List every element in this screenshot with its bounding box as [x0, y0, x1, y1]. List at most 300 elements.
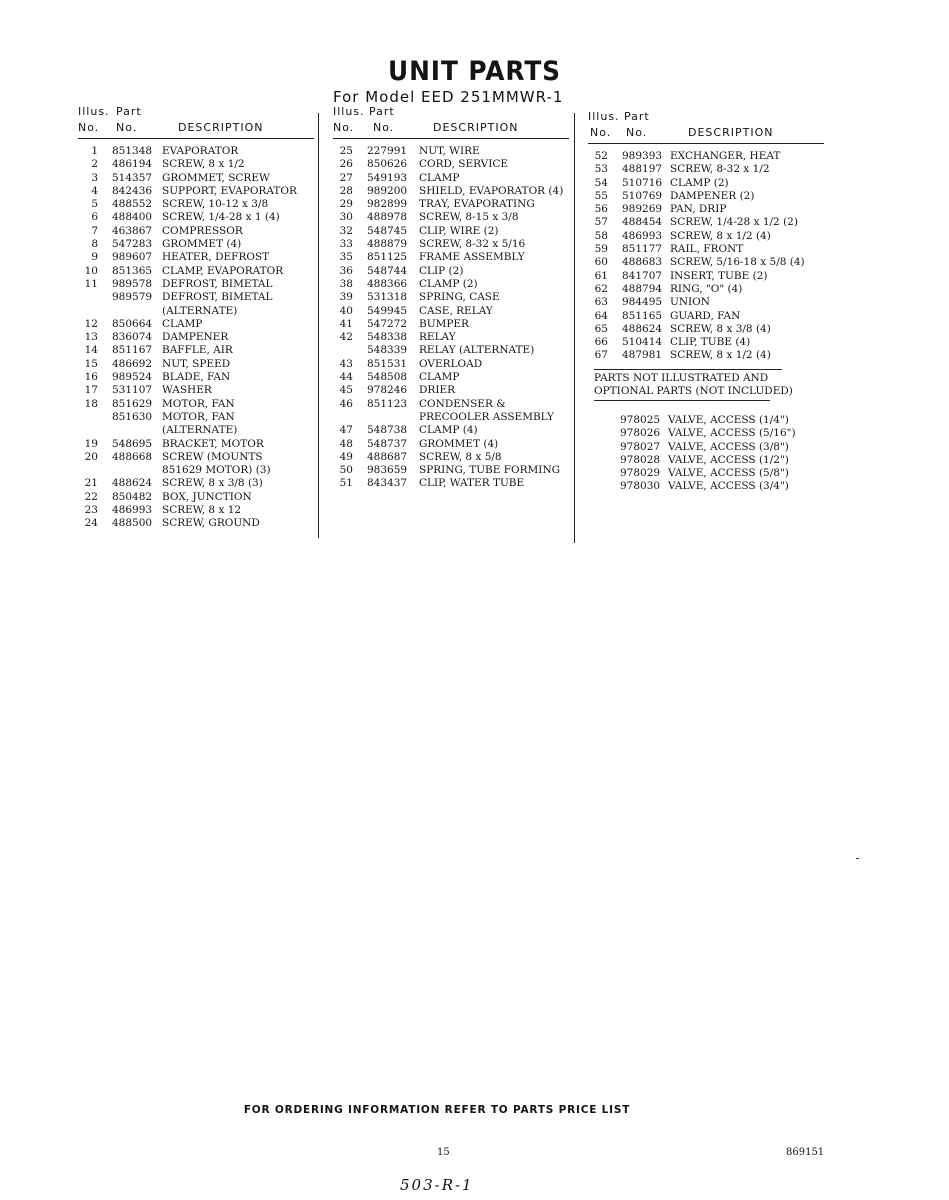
- part-description: SCREW, 10-12 x 3/8: [162, 198, 269, 211]
- table-row: [78, 504, 314, 517]
- list-item: [594, 454, 793, 467]
- table-row: [78, 198, 314, 211]
- part-description: GROMMET (4): [162, 238, 242, 251]
- illus-number: 48: [339, 437, 353, 450]
- illus-number: 35: [339, 251, 353, 264]
- list-item: [594, 441, 793, 454]
- part-description: RING, "O" (4): [670, 282, 743, 295]
- part-number: 548744: [367, 264, 408, 277]
- page-number: 15: [437, 1147, 450, 1158]
- table-row: [333, 225, 569, 238]
- illus-number: 51: [339, 477, 353, 490]
- illus-number: 39: [339, 291, 353, 304]
- illus-number: 25: [339, 145, 353, 157]
- table-row: [78, 225, 314, 238]
- illus-number: 60: [594, 256, 608, 269]
- part-description: CONDENSER &: [419, 397, 506, 410]
- part-description: SCREW, 1/4-28 x 1 (4): [162, 211, 280, 224]
- table-row: [78, 265, 314, 278]
- column-header: [78, 105, 314, 145]
- illus-number: 28: [339, 184, 353, 197]
- part-number: 984495: [622, 296, 663, 309]
- illus-number: 29: [339, 198, 353, 211]
- part-description: GROMMET (4): [419, 437, 499, 450]
- part-description: DAMPENER (2): [670, 189, 755, 202]
- illus-number: 66: [594, 336, 608, 349]
- illus-number: 43: [339, 357, 353, 370]
- illus-number: 22: [84, 490, 98, 503]
- part-description: CLAMP: [419, 171, 460, 184]
- list-item: [594, 467, 793, 480]
- part-number: 548737: [367, 437, 408, 450]
- part-description: TRAY, EVAPORATING: [419, 198, 535, 211]
- part-number: 531318: [367, 291, 408, 304]
- part-number: 850482: [112, 490, 153, 503]
- illus-number: 45: [339, 384, 353, 397]
- header-description: DESCRIPTION: [688, 126, 774, 139]
- table-row: [333, 371, 569, 384]
- illus-number: 32: [339, 224, 353, 237]
- part-number: 851531: [367, 357, 408, 370]
- illus-number: 33: [339, 238, 353, 251]
- table-row: [333, 211, 569, 224]
- table-row: [333, 398, 569, 411]
- part-number: 488197: [622, 163, 663, 176]
- part-description: VALVE, ACCESS (1/4"): [668, 414, 789, 426]
- part-number: 488500: [112, 517, 153, 530]
- table-row: [333, 198, 569, 211]
- table-row: [333, 331, 569, 344]
- part-description: CLAMP: [419, 371, 460, 384]
- part-description: SCREW, 8 x 1/2: [162, 158, 245, 171]
- part-description: BLADE, FAN: [162, 371, 231, 384]
- table-row: [78, 278, 314, 291]
- part-number: 851165: [622, 309, 663, 322]
- table-row: [588, 256, 824, 269]
- table-row: [588, 283, 824, 296]
- part-description: BAFFLE, AIR: [162, 344, 233, 357]
- table-row: [78, 411, 314, 424]
- header-part-no: No.: [373, 121, 395, 134]
- part-number: 486993: [622, 229, 663, 242]
- illus-number: 14: [84, 344, 98, 357]
- illus-number: 21: [84, 477, 98, 490]
- part-number: 488668: [112, 450, 153, 463]
- part-description: SCREW, 8 x 1/2 (4): [670, 349, 771, 362]
- table-row: [588, 310, 824, 323]
- optional-parts-heading-line1: PARTS NOT ILLUSTRATED AND: [594, 372, 769, 384]
- handwritten-note: 503-R-1: [400, 1176, 474, 1194]
- part-number: 843437: [367, 477, 408, 490]
- illus-number: 64: [594, 309, 608, 322]
- illus-number: 38: [339, 277, 353, 290]
- table-row: [333, 172, 569, 185]
- part-number: 548339: [367, 344, 408, 357]
- part-number: 989200: [367, 184, 408, 197]
- illus-number: 61: [594, 269, 608, 282]
- part-number: 488454: [622, 216, 663, 229]
- part-number: 548695: [112, 437, 153, 450]
- illus-number: 3: [91, 171, 98, 184]
- header-part: Part: [369, 105, 395, 118]
- part-number: 510769: [622, 189, 663, 202]
- part-number: 978030: [620, 480, 661, 493]
- table-row: [78, 371, 314, 384]
- part-number: 989524: [112, 371, 153, 384]
- part-number: 531107: [112, 384, 153, 397]
- table-row: [78, 251, 314, 264]
- part-description: BOX, JUNCTION: [162, 490, 252, 503]
- part-description: VALVE, ACCESS (5/8"): [668, 467, 789, 480]
- illus-number: 50: [339, 464, 353, 477]
- part-description: OVERLOAD: [419, 357, 483, 370]
- part-description: CLAMP (4): [419, 424, 478, 437]
- scan-speck: [856, 858, 859, 859]
- part-description: NUT, SPEED: [162, 357, 231, 370]
- part-description: SCREW (MOUNTS: [162, 450, 263, 463]
- illus-number: 9: [91, 251, 98, 264]
- table-row: [78, 398, 314, 411]
- part-description: RAIL, FRONT: [670, 243, 744, 256]
- part-number: 486993: [112, 504, 153, 517]
- part-number: 851365: [112, 264, 153, 277]
- illus-number: 16: [84, 371, 98, 384]
- notes-rule-bottom: [594, 400, 770, 401]
- table-row: [78, 477, 314, 490]
- parts-column-2: [333, 105, 569, 491]
- part-description: DAMPENER: [162, 331, 229, 344]
- part-description: VALVE, ACCESS (5/16"): [668, 427, 796, 440]
- part-number: 842436: [112, 184, 153, 197]
- table-row: [78, 331, 314, 344]
- part-number: 989578: [112, 277, 153, 290]
- illus-number: 67: [594, 349, 608, 362]
- optional-parts-section: [594, 372, 796, 494]
- table-row: [588, 177, 824, 190]
- part-description: CLIP, WATER TUBE: [419, 477, 525, 490]
- optional-parts-heading-line2: OPTIONAL PARTS (NOT INCLUDED): [594, 385, 793, 397]
- table-row: [78, 438, 314, 451]
- document-number: 869151: [786, 1147, 825, 1158]
- header-illus-no: No.: [333, 121, 355, 134]
- illus-number: 58: [594, 229, 608, 242]
- table-row: [588, 150, 824, 163]
- illus-number: 57: [594, 216, 608, 229]
- part-number: 488552: [112, 198, 153, 211]
- illus-number: 65: [594, 322, 608, 335]
- table-row: [333, 278, 569, 291]
- part-description: SCREW, 8-32 x 5/16: [419, 238, 526, 251]
- parts-column-1: [78, 105, 314, 531]
- table-row: [333, 238, 569, 251]
- table-row: [78, 238, 314, 251]
- table-row: [333, 145, 569, 158]
- part-description: SCREW, GROUND: [162, 517, 260, 530]
- part-number: 851177: [622, 243, 663, 256]
- part-number: 982899: [367, 198, 408, 211]
- illus-number: 7: [91, 224, 98, 237]
- header-rule: [78, 138, 314, 139]
- part-number: 488366: [367, 277, 408, 290]
- table-row: [78, 344, 314, 357]
- part-description: DEFROST, BIMETAL: [162, 291, 273, 304]
- part-description: RELAY: [419, 331, 456, 344]
- part-description: NUT, WIRE: [419, 145, 480, 157]
- table-row: [78, 158, 314, 171]
- part-description: BUMPER: [419, 317, 469, 330]
- parts-table-2: [333, 145, 569, 491]
- illus-number: 54: [594, 176, 608, 189]
- illus-number: 24: [84, 517, 98, 530]
- part-number: 488683: [622, 256, 663, 269]
- part-description: GUARD, FAN: [670, 309, 741, 322]
- part-number: 548738: [367, 424, 408, 437]
- part-number: 978025: [620, 414, 661, 426]
- list-item: [594, 480, 793, 493]
- ordering-note: FOR ORDERING INFORMATION REFER TO PARTS PRICE LIST: [243, 1104, 631, 1116]
- table-row: [78, 172, 314, 185]
- table-row: [588, 336, 824, 349]
- part-description: VALVE, ACCESS (3/8"): [668, 440, 789, 453]
- part-number: 463867: [112, 224, 153, 237]
- column-header: [333, 105, 569, 145]
- table-row: [588, 270, 824, 283]
- part-number: 851348: [112, 145, 153, 157]
- part-number: 851125: [367, 251, 408, 264]
- illus-number: 30: [339, 211, 353, 224]
- part-number: 989607: [112, 251, 153, 264]
- table-row: [333, 265, 569, 278]
- illus-number: 63: [594, 296, 608, 309]
- part-description: COMPRESSOR: [162, 224, 243, 237]
- illus-number: 19: [84, 437, 98, 450]
- table-row: [333, 344, 569, 357]
- table-row: [333, 464, 569, 477]
- part-number: 978026: [620, 427, 661, 440]
- part-number: 989393: [622, 150, 663, 162]
- part-description: MOTOR, FAN: [162, 410, 235, 423]
- illus-number: 11: [84, 277, 98, 290]
- header-rule: [588, 143, 824, 144]
- part-description: (ALTERNATE): [162, 424, 238, 437]
- part-description: SPRING, CASE: [419, 291, 500, 304]
- table-row: [588, 216, 824, 229]
- part-description: CLAMP: [162, 317, 203, 330]
- part-number: 547272: [367, 317, 408, 330]
- part-description: DRIER: [419, 384, 456, 397]
- part-description: VALVE, ACCESS (1/2"): [668, 453, 789, 466]
- illus-number: 40: [339, 304, 353, 317]
- part-description: SCREW, 8 x 5/8: [419, 450, 502, 463]
- part-number: 487981: [622, 349, 663, 362]
- illus-number: 5: [91, 198, 98, 211]
- part-number: 488687: [367, 450, 408, 463]
- illus-number: 13: [84, 331, 98, 344]
- column-divider-1: [318, 113, 319, 538]
- part-number: 548745: [367, 224, 408, 237]
- part-number: 989269: [622, 203, 663, 216]
- table-row: [78, 305, 314, 318]
- part-description: DEFROST, BIMETAL: [162, 277, 273, 290]
- parts-table-1: [78, 145, 314, 531]
- header-part: Part: [116, 105, 142, 118]
- part-description: MOTOR, FAN: [162, 397, 235, 410]
- part-description: UNION: [670, 296, 710, 309]
- part-description: CORD, SERVICE: [419, 158, 509, 171]
- part-description: SCREW, 1/4-28 x 1/2 (2): [670, 216, 798, 229]
- illus-number: 4: [91, 184, 98, 197]
- illus-number: 18: [84, 397, 98, 410]
- part-number: 836074: [112, 331, 153, 344]
- table-row: [78, 291, 314, 304]
- part-description: SCREW, 5/16-18 x 5/8 (4): [670, 256, 805, 269]
- table-row: [333, 318, 569, 331]
- table-row: [78, 145, 314, 158]
- illus-number: 41: [339, 317, 353, 330]
- table-row: [333, 358, 569, 371]
- table-row: [588, 230, 824, 243]
- part-number: 488624: [112, 477, 153, 490]
- header-illus: Illus.: [588, 110, 620, 123]
- illus-number: 17: [84, 384, 98, 397]
- part-description: SUPPORT, EVAPORATOR: [162, 184, 297, 197]
- optional-parts-list: [594, 414, 796, 494]
- table-row: [333, 477, 569, 490]
- table-row: [78, 491, 314, 504]
- part-number: 488794: [622, 282, 663, 295]
- part-number: 548338: [367, 331, 408, 344]
- table-row: [588, 163, 824, 176]
- part-number: 841707: [622, 269, 663, 282]
- table-row: [333, 185, 569, 198]
- part-description: INSERT, TUBE (2): [670, 269, 768, 282]
- part-number: 486194: [112, 158, 153, 171]
- part-number: 227991: [367, 145, 408, 157]
- part-number: 510414: [622, 336, 663, 349]
- part-description: CLAMP (2): [419, 277, 478, 290]
- part-description: WASHER: [162, 384, 212, 397]
- table-row: [588, 296, 824, 309]
- header-illus-no: No.: [590, 126, 612, 139]
- header-rule: [333, 138, 569, 139]
- part-description: SCREW, 8 x 3/8 (3): [162, 477, 263, 490]
- table-row: [78, 451, 314, 464]
- illus-number: 2: [91, 158, 98, 171]
- table-row: [333, 424, 569, 437]
- part-description: SCREW, 8-32 x 1/2: [670, 163, 770, 176]
- parts-table-3: [588, 150, 824, 363]
- table-row: [333, 411, 569, 424]
- part-number: 514357: [112, 171, 153, 184]
- part-description: BRACKET, MOTOR: [162, 437, 264, 450]
- part-description: PAN, DRIP: [670, 203, 727, 216]
- illus-number: 53: [594, 163, 608, 176]
- part-number: 488400: [112, 211, 153, 224]
- model-subtitle: For Model EED 251MMWR-1: [333, 88, 564, 106]
- illus-number: 49: [339, 450, 353, 463]
- illus-number: 62: [594, 282, 608, 295]
- part-number: 851629: [112, 397, 153, 410]
- illus-number: 1: [91, 145, 98, 157]
- part-description: EVAPORATOR: [162, 145, 239, 157]
- table-row: [78, 318, 314, 331]
- illus-number: 15: [84, 357, 98, 370]
- part-description: VALVE, ACCESS (3/4"): [668, 480, 789, 493]
- part-number: 978029: [620, 467, 661, 480]
- header-part: Part: [624, 110, 650, 123]
- illus-number: 56: [594, 203, 608, 216]
- table-row: [588, 323, 824, 336]
- part-description: RELAY (ALTERNATE): [419, 344, 535, 357]
- illus-number: 8: [91, 238, 98, 251]
- illus-number: 20: [84, 450, 98, 463]
- part-description: GROMMET, SCREW: [162, 171, 270, 184]
- table-row: [78, 211, 314, 224]
- illus-number: 27: [339, 171, 353, 184]
- part-number: 850664: [112, 317, 153, 330]
- part-number: 983659: [367, 464, 408, 477]
- table-row: [333, 451, 569, 464]
- header-part-no: No.: [626, 126, 648, 139]
- part-description: 851629 MOTOR) (3): [162, 464, 271, 477]
- part-number: 547283: [112, 238, 153, 251]
- column-header: [588, 110, 824, 150]
- part-description: CLIP, TUBE (4): [670, 336, 751, 349]
- header-description: DESCRIPTION: [433, 121, 519, 134]
- illus-number: 23: [84, 504, 98, 517]
- table-row: [588, 190, 824, 203]
- part-description: SPRING, TUBE FORMING: [419, 464, 561, 477]
- illus-number: 46: [339, 397, 353, 410]
- part-number: 851630: [112, 410, 153, 423]
- part-number: 851167: [112, 344, 153, 357]
- illus-number: 47: [339, 424, 353, 437]
- illus-number: 26: [339, 158, 353, 171]
- part-number: 851123: [367, 397, 408, 410]
- part-description: CLIP, WIRE (2): [419, 224, 499, 237]
- part-number: 488624: [622, 322, 663, 335]
- part-number: 978246: [367, 384, 408, 397]
- illus-number: 6: [91, 211, 98, 224]
- illus-number: 59: [594, 243, 608, 256]
- header-part-no: No.: [116, 121, 138, 134]
- page-title: UNIT PARTS: [388, 56, 561, 87]
- part-number: 850626: [367, 158, 408, 171]
- part-description: SCREW, 8-15 x 3/8: [419, 211, 519, 224]
- table-row: [588, 203, 824, 216]
- part-description: CLAMP (2): [670, 176, 729, 189]
- part-number: 548508: [367, 371, 408, 384]
- table-row: [588, 349, 824, 362]
- illus-number: 10: [84, 264, 98, 277]
- table-row: [78, 185, 314, 198]
- table-row: [333, 158, 569, 171]
- illus-number: 42: [339, 331, 353, 344]
- table-row: [333, 251, 569, 264]
- table-row: [333, 305, 569, 318]
- part-description: SCREW, 8 x 12: [162, 504, 242, 517]
- part-description: CASE, RELAY: [419, 304, 493, 317]
- illus-number: 44: [339, 371, 353, 384]
- part-number: 989579: [112, 291, 153, 304]
- part-description: FRAME ASSEMBLY: [419, 251, 525, 264]
- table-row: [78, 464, 314, 477]
- header-illus: Illus.: [333, 105, 365, 118]
- table-row: [333, 384, 569, 397]
- illus-number: 12: [84, 317, 98, 330]
- header-illus: Illus.: [78, 105, 110, 118]
- part-number: 549945: [367, 304, 408, 317]
